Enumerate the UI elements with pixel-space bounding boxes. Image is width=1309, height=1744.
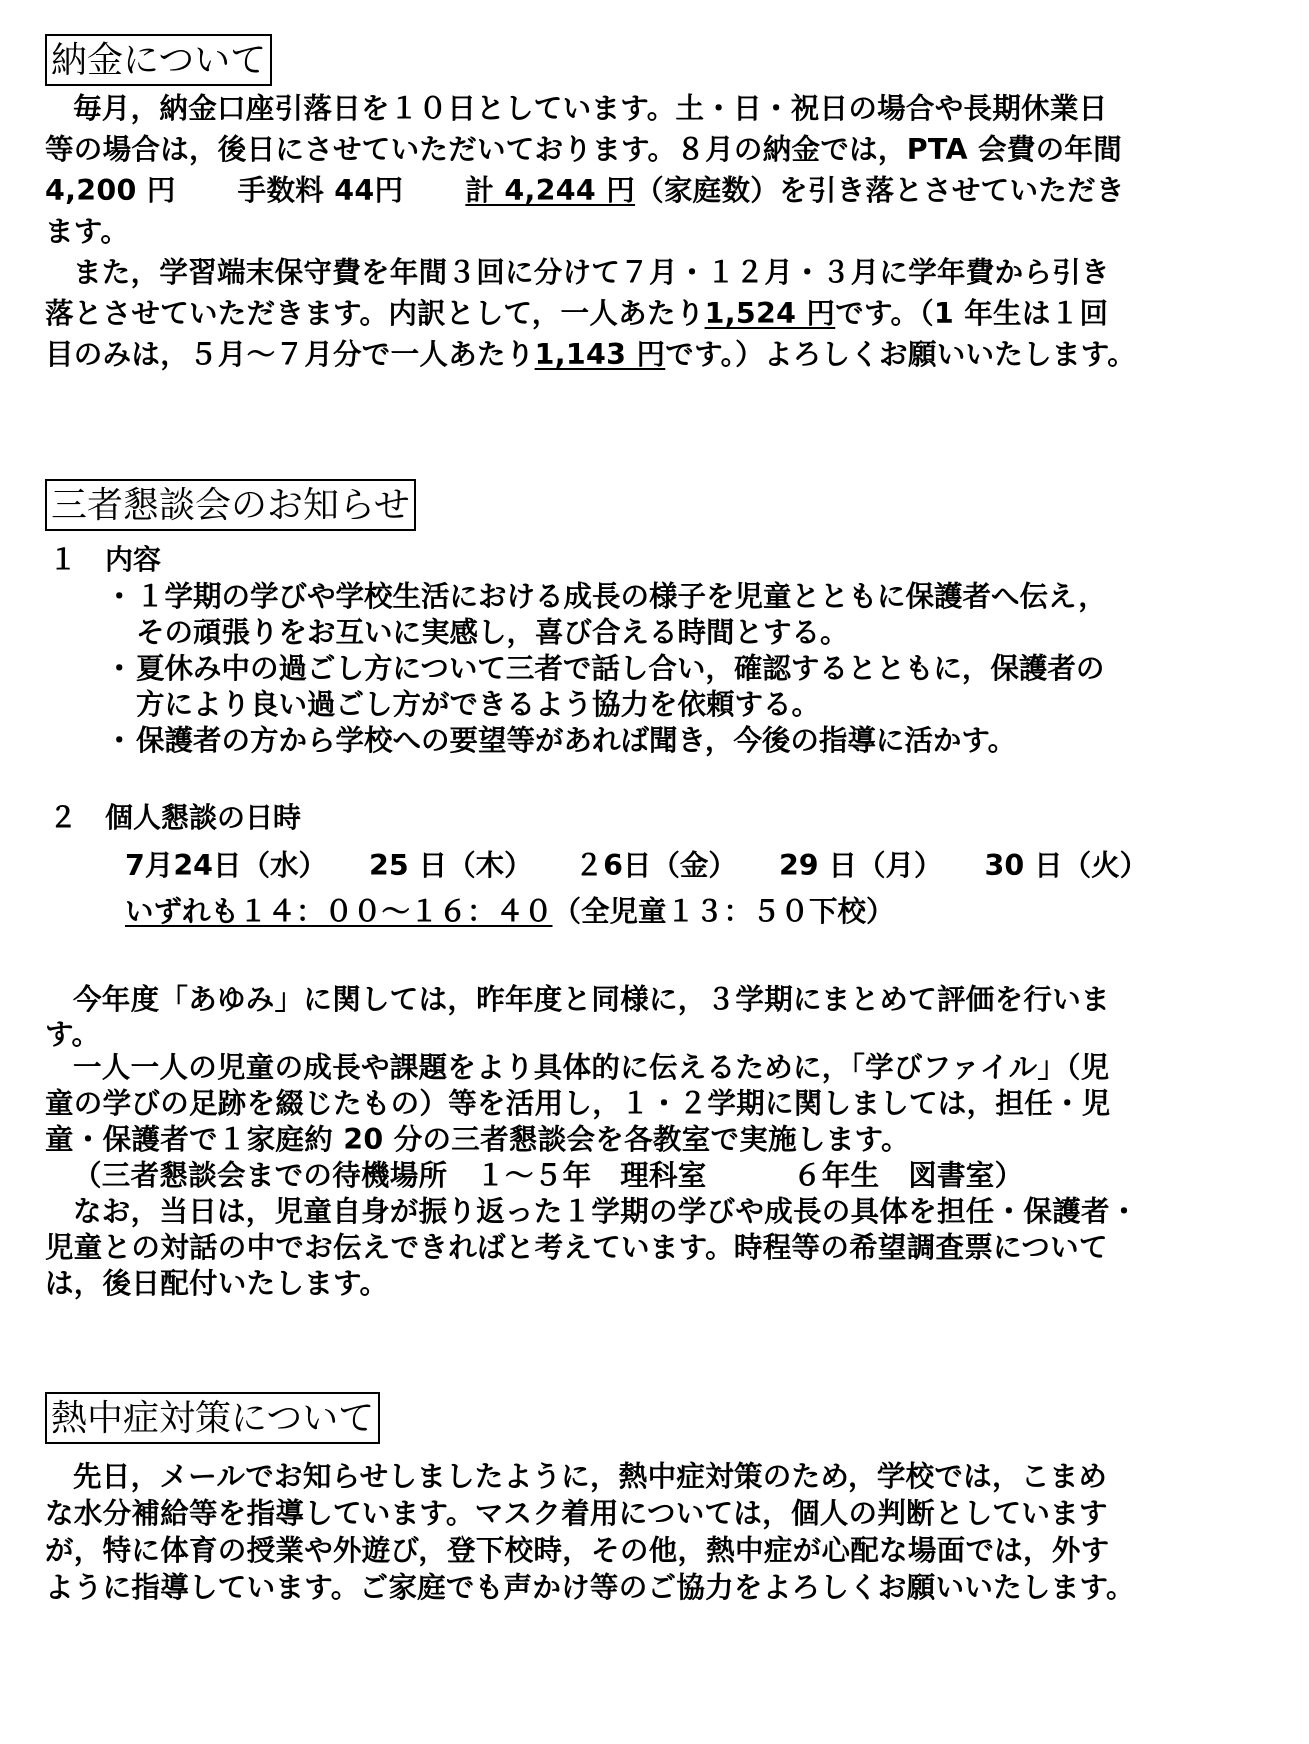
- list-item: [45, 651, 1225, 723]
- text-fragment: です。（1 年生は１回: [835, 297, 1109, 330]
- bullet-mark: ・: [105, 580, 134, 613]
- text-line: な水分補給等を指導しています。マスク着用については，個人の判断としています: [45, 1497, 1108, 1530]
- text-line: 児童との対話の中でお伝えできればと考えています。時程等の希望調査票について: [45, 1231, 1108, 1264]
- section-schedule-title: ２ 個人懇談の日時: [49, 801, 302, 834]
- total-amount: 計 4,244 円: [465, 174, 636, 207]
- text-fragment: 目のみは，５月～７月分で一人あたり: [45, 338, 535, 371]
- conference-paragraph-2: [45, 1050, 1225, 1302]
- list-item: [45, 723, 1225, 759]
- text-line: 今年度「あゆみ」に関しては，昨年度と同様に，３学期にまとめて評価を行いま: [73, 983, 1110, 1016]
- list-item-line: 夏休み中の過ごし方について三者で話し合い，確認するとともに，保護者の: [136, 652, 1105, 685]
- date-item: ２6日（金）: [574, 849, 737, 882]
- text-line: [45, 334, 1225, 375]
- list-item-line: 方により良い過ごし方ができるよう協力を依頼する。: [136, 688, 821, 721]
- pta-fee: 4,200 円: [45, 174, 176, 207]
- text-line: ように指導しています。ご家庭でも声かけ等のご協力をよろしくお願いいたします。: [45, 1571, 1135, 1604]
- date-item: 25 日（木）: [369, 849, 533, 882]
- document-page: [45, 30, 1225, 1606]
- text-line: ます。: [45, 215, 130, 248]
- bullet-mark: ・: [105, 652, 134, 685]
- heatstroke-heading: 熱中症対策について: [45, 1392, 380, 1444]
- list-item-line: １学期の学びや学校生活における成長の様子を児童とともに保護者へ伝え，: [136, 580, 1107, 613]
- text-line: 先日，メールでお知らせしましたように，熱中症対策のため，学校では，こまめ: [73, 1460, 1108, 1493]
- heatstroke-paragraph: [45, 1458, 1225, 1606]
- date-item: 29 日（月）: [778, 849, 943, 882]
- list-item: [45, 579, 1225, 651]
- conference-heading: 三者懇談会のお知らせ: [45, 479, 416, 531]
- bullet-mark: ・: [105, 724, 134, 757]
- dismissal-time: （全児童１３：５０下校）: [552, 895, 895, 928]
- text-line: なお，当日は，児童自身が振り返った１学期の学びや成長の具体を担任・保護者・: [73, 1195, 1139, 1228]
- text-fragment: （家庭数）を引き落とさせていただき: [635, 174, 1125, 207]
- handling-fee: 手数料 44円: [237, 174, 404, 207]
- per-student-fee: 1,524 円: [704, 297, 836, 330]
- date-item: 7月24日（水）: [125, 849, 327, 882]
- date-item: 30 日（火）: [984, 849, 1149, 882]
- first-grade-fee: 1,143 円: [534, 338, 666, 371]
- text-line: は，後日配付いたします。: [45, 1267, 389, 1300]
- conference-time: いずれも１４：００～１６：４０: [125, 895, 553, 928]
- date-list: [45, 843, 1225, 889]
- section-content-title: １ 内容: [49, 543, 162, 576]
- conference-paragraph-1: [45, 979, 1225, 1050]
- time-line: [45, 889, 1225, 935]
- payment-paragraph-1: [45, 88, 1225, 252]
- text-line: 一人一人の児童の成長や課題をより具体的に伝えるために，「学びファイル」（児: [73, 1051, 1110, 1084]
- text-line: が，特に体育の授業や外遊び，登下校時，その他，熱中症が心配な場面では，外す: [45, 1534, 1110, 1567]
- text-line: （三者懇談会までの待機場所 １～５年 理科室 ６年生 図書室）: [73, 1159, 1024, 1192]
- list-item-line: その頑張りをお互いに実感し，喜び合える時間とする。: [136, 616, 849, 649]
- text-fragment: です。）よろしくお願いいたします。: [665, 338, 1137, 371]
- text-line: す。: [45, 1018, 101, 1051]
- list-item-line: 保護者の方から学校への要望等があれば聞き，今後の指導に活かす。: [136, 724, 1017, 757]
- text-line: 毎月，納金口座引落日を１０日としています。土・日・祝日の場合や長期休業日: [73, 92, 1108, 125]
- text-line: 童の学びの足跡を綴じたもの）等を活用し，１・２学期に関しましては，担任・児: [45, 1087, 1111, 1120]
- text-line: 童・保護者で１家庭約 20 分の三者懇談会を各教室で実施します。: [45, 1123, 910, 1156]
- payment-heading: 納金について: [45, 34, 272, 86]
- text-fragment: 落とさせていただきます。内訳として，一人あたり: [45, 297, 705, 330]
- text-line: また，学習端末保守費を年間３回に分けて７月・１２月・３月に学年費から引き: [73, 256, 1110, 289]
- text-line: [45, 170, 1225, 211]
- text-line: [45, 293, 1225, 334]
- payment-paragraph-2: [45, 252, 1225, 375]
- text-line: 等の場合は，後日にさせていただいております。８月の納金では，PTA 会費の年間: [45, 133, 1123, 166]
